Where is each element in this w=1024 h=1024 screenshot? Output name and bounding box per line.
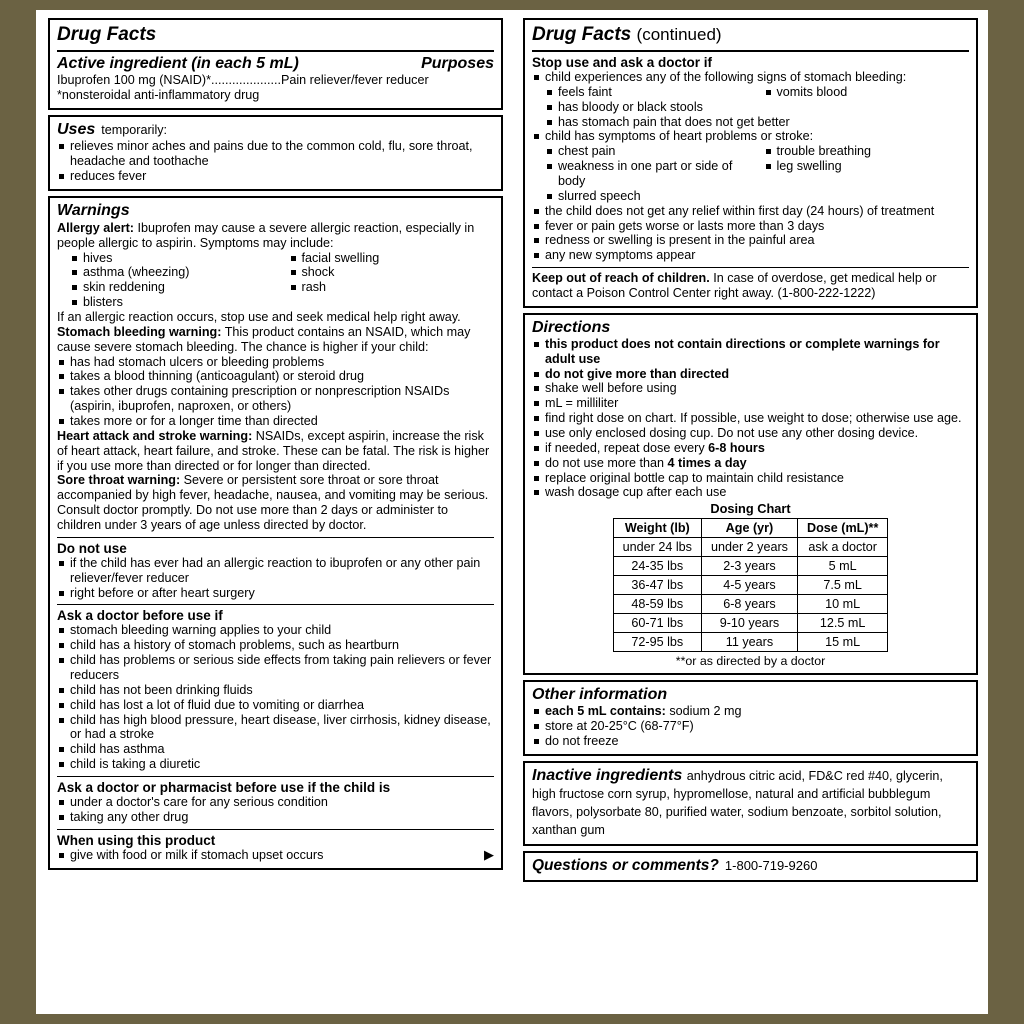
panel-inactive-ingredients bbox=[523, 761, 978, 846]
stomach-bleeding-label: Stomach bleeding warning: bbox=[57, 324, 222, 339]
uses-list bbox=[57, 139, 494, 184]
stop-use-list bbox=[532, 70, 969, 85]
list-item: vomits blood bbox=[751, 85, 970, 100]
list-item: has stomach pain that does not get better bbox=[532, 115, 969, 130]
allergy-alert-label: Allergy alert: bbox=[57, 220, 134, 235]
list-item: any new symptoms appear bbox=[532, 248, 969, 263]
list-item: feels faint bbox=[532, 85, 751, 100]
active-ingredient-line: Ibuprofen 100 mg (NSAID)*....................Pain reliever/fever reducer bbox=[57, 73, 429, 87]
cell-dose: 5 mL bbox=[797, 557, 887, 576]
list-item: shake well before using bbox=[532, 381, 969, 396]
column-header-age: Age (yr) bbox=[701, 519, 797, 538]
direction-text: do not give more than directed bbox=[545, 366, 730, 381]
cell-weight: 48-59 lbs bbox=[613, 595, 701, 614]
list-item: under a doctor's care for any serious condition bbox=[57, 795, 494, 810]
page-title: Drug Facts bbox=[57, 24, 157, 45]
list-item: child experiences any of the following signs of stomach bleeding: bbox=[532, 70, 969, 85]
list-item: child has a history of stomach problems, such as heartburn bbox=[57, 638, 494, 653]
list-item: child has symptoms of heart problems or stroke: bbox=[532, 129, 969, 144]
list-item: has had stomach ulcers or bleeding problems bbox=[57, 355, 494, 370]
other-information-heading: Other information bbox=[532, 686, 668, 704]
table-row bbox=[613, 633, 888, 652]
do-not-use-heading: Do not use bbox=[57, 540, 127, 556]
list-item: relieves minor aches and pains due to the common cold, flu, sore throat, headache and toothache bbox=[57, 139, 494, 169]
cell-age: 9-10 years bbox=[701, 614, 797, 633]
list-item: takes other drugs containing prescription or nonprescription NSAIDs (aspirin, ibuprofen, naproxen, or others) bbox=[57, 384, 494, 414]
active-ingredient-footnote: *nonsteroidal anti-inflammatory drug bbox=[57, 88, 260, 103]
panel-warnings bbox=[48, 196, 503, 870]
list-item: stomach bleeding warning applies to your child bbox=[57, 623, 494, 638]
questions-label: Questions or comments? bbox=[532, 856, 719, 874]
keep-out-label: Keep out of reach of children. bbox=[532, 271, 710, 286]
list-item: has bloody or black stools bbox=[532, 100, 969, 115]
sore-throat-text: Severe or persistent sore throat or sore throat accompanied by high fever, headache, nausea, and vomiting may be serious. Consult doctor promptly. Do not use more than 2 days or administer to children under 3 years of age unless directed by doctor. bbox=[57, 473, 489, 532]
stomach-bleeding-signs bbox=[532, 85, 969, 100]
column-header-dose: Dose (mL)** bbox=[797, 519, 887, 538]
list-item: trouble breathing bbox=[751, 144, 970, 159]
dosing-chart-note: **or as directed by a doctor bbox=[675, 654, 826, 669]
direction-text: this product does not contain directions or complete warnings for adult use bbox=[545, 336, 940, 366]
table-row bbox=[613, 595, 888, 614]
cell-weight: 60-71 lbs bbox=[613, 614, 701, 633]
list-item: takes a blood thinning (anticoagulant) or steroid drug bbox=[57, 369, 494, 384]
directions-heading: Directions bbox=[532, 318, 611, 336]
allergy-alert-text: Ibuprofen may cause a severe allergic reaction, especially in people allergic to aspirin. Symptoms may include: bbox=[57, 220, 475, 250]
ask-pharmacist-heading: Ask a doctor or pharmacist before use if the child is bbox=[57, 780, 391, 796]
when-using-list bbox=[57, 848, 494, 863]
heart-symptoms-intro bbox=[532, 129, 969, 144]
list-item: asthma (wheezing) bbox=[57, 265, 276, 280]
do-not-use-list bbox=[57, 556, 494, 601]
max-doses: 4 times a day bbox=[667, 455, 747, 470]
panel-stop-use bbox=[523, 18, 978, 308]
left-column bbox=[36, 10, 513, 1014]
panel-active-ingredient bbox=[48, 18, 503, 110]
list-item: blisters bbox=[57, 295, 276, 310]
heart-attack-label: Heart attack and stroke warning: bbox=[57, 428, 253, 443]
panel-other-information bbox=[523, 680, 978, 756]
list-item: slurred speech bbox=[532, 189, 751, 204]
warnings-heading: Warnings bbox=[57, 201, 130, 219]
table-row bbox=[613, 557, 888, 576]
title-continued-text: (continued) bbox=[636, 25, 722, 44]
cell-weight: 24-35 lbs bbox=[613, 557, 701, 576]
table-header-row bbox=[613, 519, 888, 538]
cell-age: 11 years bbox=[701, 633, 797, 652]
keep-out-text: In case of overdose, get medical help or contact a Poison Control Center right away. (1-800-222-1222) bbox=[532, 271, 937, 301]
table-row bbox=[613, 576, 888, 595]
ask-pharmacist-list bbox=[57, 795, 494, 825]
list-item: child has lost a lot of fluid due to vomiting or diarrhea bbox=[57, 698, 494, 713]
list-item bbox=[57, 848, 494, 863]
cell-age: 6-8 years bbox=[701, 595, 797, 614]
uses-subtext: temporarily: bbox=[101, 123, 168, 138]
list-item: taking any other drug bbox=[57, 810, 494, 825]
list-item bbox=[532, 337, 969, 367]
panel-directions bbox=[523, 313, 978, 675]
panel-questions bbox=[523, 851, 978, 882]
cell-weight: under 24 lbs bbox=[613, 538, 701, 557]
heart-symptoms bbox=[532, 144, 969, 203]
stomach-bleeding-signs-rest bbox=[532, 100, 969, 130]
list-item: leg swelling bbox=[751, 159, 970, 174]
list-item: the child does not get any relief within first day (24 hours) of treatment bbox=[532, 204, 969, 219]
list-item: right before or after heart surgery bbox=[57, 586, 494, 601]
active-ingredient-heading: Active ingredient (in each 5 mL) bbox=[57, 55, 299, 72]
questions-phone-number[interactable]: 1-800-719-9260 bbox=[724, 857, 818, 873]
list-item: hives bbox=[57, 251, 276, 266]
list-item: chest pain bbox=[532, 144, 751, 159]
inactive-ingredients-text: anhydrous citric acid, FD&C red #40, glycerin, high fructose corn syrup, hypromellose, natural and artificial bubblegum flavors, polysorbate 80, purified water, sodium benzoate, sorbitol solution, xanthan gum bbox=[532, 768, 943, 837]
list-item: rash bbox=[276, 280, 495, 295]
dosing-chart-title: Dosing Chart bbox=[710, 501, 791, 517]
uses-heading: Uses bbox=[57, 121, 96, 139]
table-row bbox=[613, 538, 888, 557]
cell-age: under 2 years bbox=[701, 538, 797, 557]
list-item: takes more or for a longer time than directed bbox=[57, 414, 494, 429]
sore-throat-label: Sore throat warning: bbox=[57, 473, 181, 488]
list-item: child has not been drinking fluids bbox=[57, 683, 494, 698]
when-using-text: give with food or milk if stomach upset occurs bbox=[70, 847, 324, 862]
list-item: shock bbox=[276, 265, 495, 280]
panel-uses bbox=[48, 115, 503, 191]
allergy-symptoms bbox=[57, 251, 494, 310]
stop-use-heading: Stop use and ask a doctor if bbox=[532, 55, 713, 70]
list-item: wash dosage cup after each use bbox=[532, 485, 969, 500]
cell-dose: 15 mL bbox=[797, 633, 887, 652]
cell-age: 2-3 years bbox=[701, 557, 797, 576]
list-item: if needed, repeat dose every 6-8 hours bbox=[532, 441, 969, 456]
list-item: do not freeze bbox=[532, 734, 969, 749]
right-column bbox=[513, 10, 988, 1014]
heart-attack-text: NSAIDs, except aspirin, increase the risk of heart attack, heart failure, and stroke. These can be fatal. The risk is higher if you use more than directed or for longer than directed. bbox=[57, 428, 490, 473]
list-item: reduces fever bbox=[57, 169, 494, 184]
list-item: store at 20-25°C (68-77°F) bbox=[532, 719, 969, 734]
list-item: fever or pain gets worse or lasts more than 3 days bbox=[532, 219, 969, 234]
cell-dose: 10 mL bbox=[797, 595, 887, 614]
cell-age: 4-5 years bbox=[701, 576, 797, 595]
stomach-bleeding-list bbox=[57, 355, 494, 429]
cell-weight: 72-95 lbs bbox=[613, 633, 701, 652]
list-item: weakness in one part or side of body bbox=[532, 159, 751, 189]
drug-facts-label bbox=[36, 10, 988, 1014]
list-item: skin reddening bbox=[57, 280, 276, 295]
list-item bbox=[532, 367, 969, 382]
list-item: facial swelling bbox=[276, 251, 495, 266]
page-title-continued bbox=[532, 24, 969, 46]
cell-dose: 7.5 mL bbox=[797, 576, 887, 595]
stomach-bleeding-text: This product contains an NSAID, which may cause severe stomach bleeding. The chance is higher if your child: bbox=[57, 324, 471, 354]
title-text: Drug Facts bbox=[532, 24, 632, 45]
cell-dose: 12.5 mL bbox=[797, 614, 887, 633]
list-item: redness or swelling is present in the painful area bbox=[532, 233, 969, 248]
dosing-chart-table bbox=[613, 518, 889, 652]
cell-weight: 36-47 lbs bbox=[613, 576, 701, 595]
list-item: mL = milliliter bbox=[532, 396, 969, 411]
purposes-heading: Purposes bbox=[421, 55, 494, 72]
when-using-heading: When using this product bbox=[57, 832, 216, 848]
list-item: child has high blood pressure, heart disease, liver cirrhosis, kidney disease, or had a stroke bbox=[57, 713, 494, 743]
list-item: use only enclosed dosing cup. Do not use any other dosing device. bbox=[532, 426, 969, 441]
list-item: find right dose on chart. If possible, use weight to dose; otherwise use age. bbox=[532, 411, 969, 426]
allergy-after-text: If an allergic reaction occurs, stop use and seek medical help right away. bbox=[57, 309, 461, 324]
list-item: replace original bottle cap to maintain child resistance bbox=[532, 471, 969, 486]
directions-list bbox=[532, 337, 969, 500]
dose-interval: 6-8 hours bbox=[708, 440, 765, 455]
ask-doctor-heading: Ask a doctor before use if bbox=[57, 608, 223, 624]
other-information-list bbox=[532, 704, 969, 749]
list-item: if the child has ever had an allergic reaction to ibuprofen or any other pain reliever/fever reducer bbox=[57, 556, 494, 586]
column-header-weight: Weight (lb) bbox=[613, 519, 701, 538]
stop-use-rest-list bbox=[532, 204, 969, 263]
inactive-ingredients-heading: Inactive ingredients bbox=[532, 766, 683, 784]
list-item: do not use more than 4 times a day bbox=[532, 456, 969, 471]
list-item: child is taking a diuretic bbox=[57, 757, 494, 772]
ask-doctor-list bbox=[57, 623, 494, 772]
cell-dose: ask a doctor bbox=[797, 538, 887, 557]
table-row bbox=[613, 614, 888, 633]
list-item: each 5 mL contains: sodium 2 mg bbox=[532, 704, 969, 719]
list-item: child has problems or serious side effects from taking pain relievers or fever reducers bbox=[57, 653, 494, 683]
list-item: child has asthma bbox=[57, 742, 494, 757]
continue-arrow-icon: ▶ bbox=[484, 846, 494, 862]
